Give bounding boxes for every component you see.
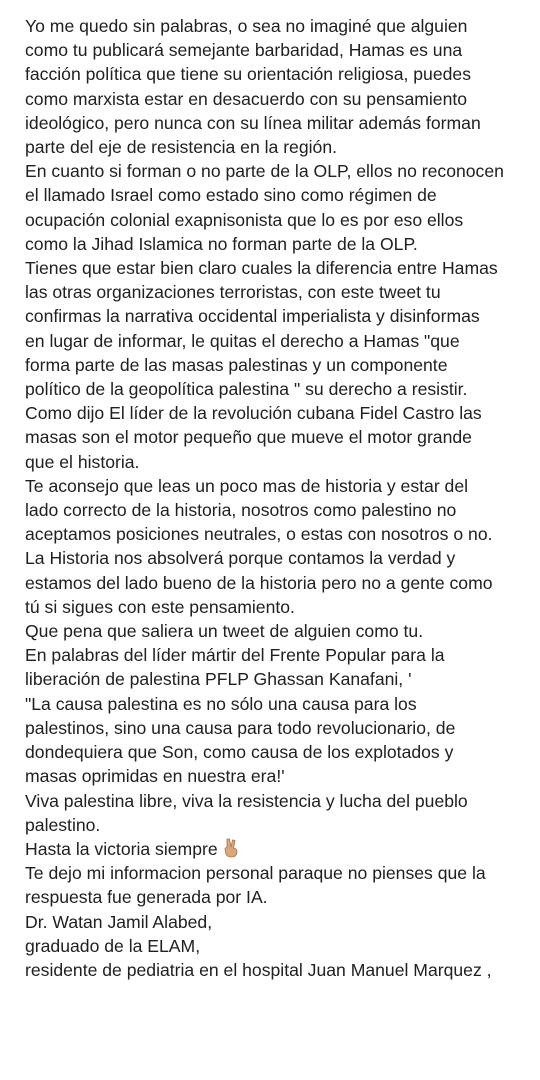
text-line: tú si sigues con este pensamiento. [25, 596, 295, 617]
text-line: ideológico, pero nunca con su línea militar además forman [25, 112, 481, 133]
text-line: facción política que tiene su orientación religiosa, puedes [25, 64, 471, 85]
text-line: En palabras del líder mártir del Frente Popular para la [25, 645, 445, 666]
text-line: palestino. [25, 814, 101, 835]
victory-hand-icon [222, 838, 240, 858]
text-line: residente de pediatria en el hospital Juan Manuel Marquez , [25, 959, 492, 980]
text-line: aceptamos posiciones neutrales, o estas con nosotros o no. [25, 524, 493, 545]
text-line: Como dijo El líder de la revolución cubana Fidel Castro las [25, 403, 482, 424]
text-line: ocupación colonial exapnisonista que lo es por eso ellos [25, 209, 464, 230]
text-line: como tu publicará semejante barbaridad, Hamas es una [25, 40, 463, 61]
text-line: palestinos, sino una causa para todo revolucionario, de [25, 717, 456, 738]
message-body [25, 14, 535, 982]
text-line: parte del eje de resistencia en la región. [25, 137, 337, 158]
text-line: masas son el motor pequeño que mueve el motor grande [25, 427, 472, 448]
text-line: Dr. Watan Jamil Alabed, [25, 911, 213, 932]
text-line: "La causa palestina es no sólo una causa para los [25, 693, 417, 714]
text-line-content: Hasta la victoria siempre [25, 838, 218, 859]
text-line: las otras organizaciones terroristas, con este tweet tu [25, 282, 441, 303]
text-line: dondequiera que Son, como causa de los explotados y [25, 742, 454, 763]
text-line: graduado de la ELAM, [25, 935, 201, 956]
text-line: La Historia nos absolverá porque contamos la verdad y [25, 548, 456, 569]
text-line: respuesta fue generada por IA. [25, 887, 268, 908]
text-line: En cuanto si forman o no parte de la OLP, ellos no reconocen [25, 161, 504, 182]
text-line: Viva palestina libre, viva la resistencia y lucha del pueblo [25, 790, 468, 811]
text-line: el llamado Israel como estado sino como régimen de [25, 185, 437, 206]
text-line: como marxista estar en desacuerdo con su pensamiento [25, 88, 468, 109]
text-line: Yo me quedo sin palabras, o sea no imaginé que alguien [25, 16, 468, 36]
text-line: forma parte de las masas palestinas y un componente [25, 354, 448, 375]
text-line: en lugar de informar, le quitas el derecho a Hamas "que [25, 330, 460, 351]
text-line: que el historia. [25, 451, 140, 472]
text-line: estamos del lado bueno de la historia pero no a gente como [25, 572, 493, 593]
text-line: Tienes que estar bien claro cuales la diferencia entre Hamas [25, 258, 498, 279]
text-line: liberación de palestina PFLP Ghassan Kanafani, ' [25, 669, 412, 690]
text-line: político de la geopolítica palestina " su derecho a resistir. [25, 379, 468, 400]
text-line: Te dejo mi informacion personal paraque no pienses que la [25, 863, 486, 884]
text-line: Te aconsejo que leas un poco mas de historia y estar del [25, 475, 469, 496]
text-line [25, 837, 535, 861]
text-line: como la Jihad Islamica no forman parte de la OLP. [25, 233, 418, 254]
text-line: lado correcto de la historia, nosotros como palestino no [25, 500, 457, 521]
text-line: confirmas la narrativa occidental imperialista y disinformas [25, 306, 480, 327]
text-line: masas oprimidas en nuestra era!' [25, 766, 285, 787]
text-line: Que pena que saliera un tweet de alguien como tu. [25, 621, 424, 642]
